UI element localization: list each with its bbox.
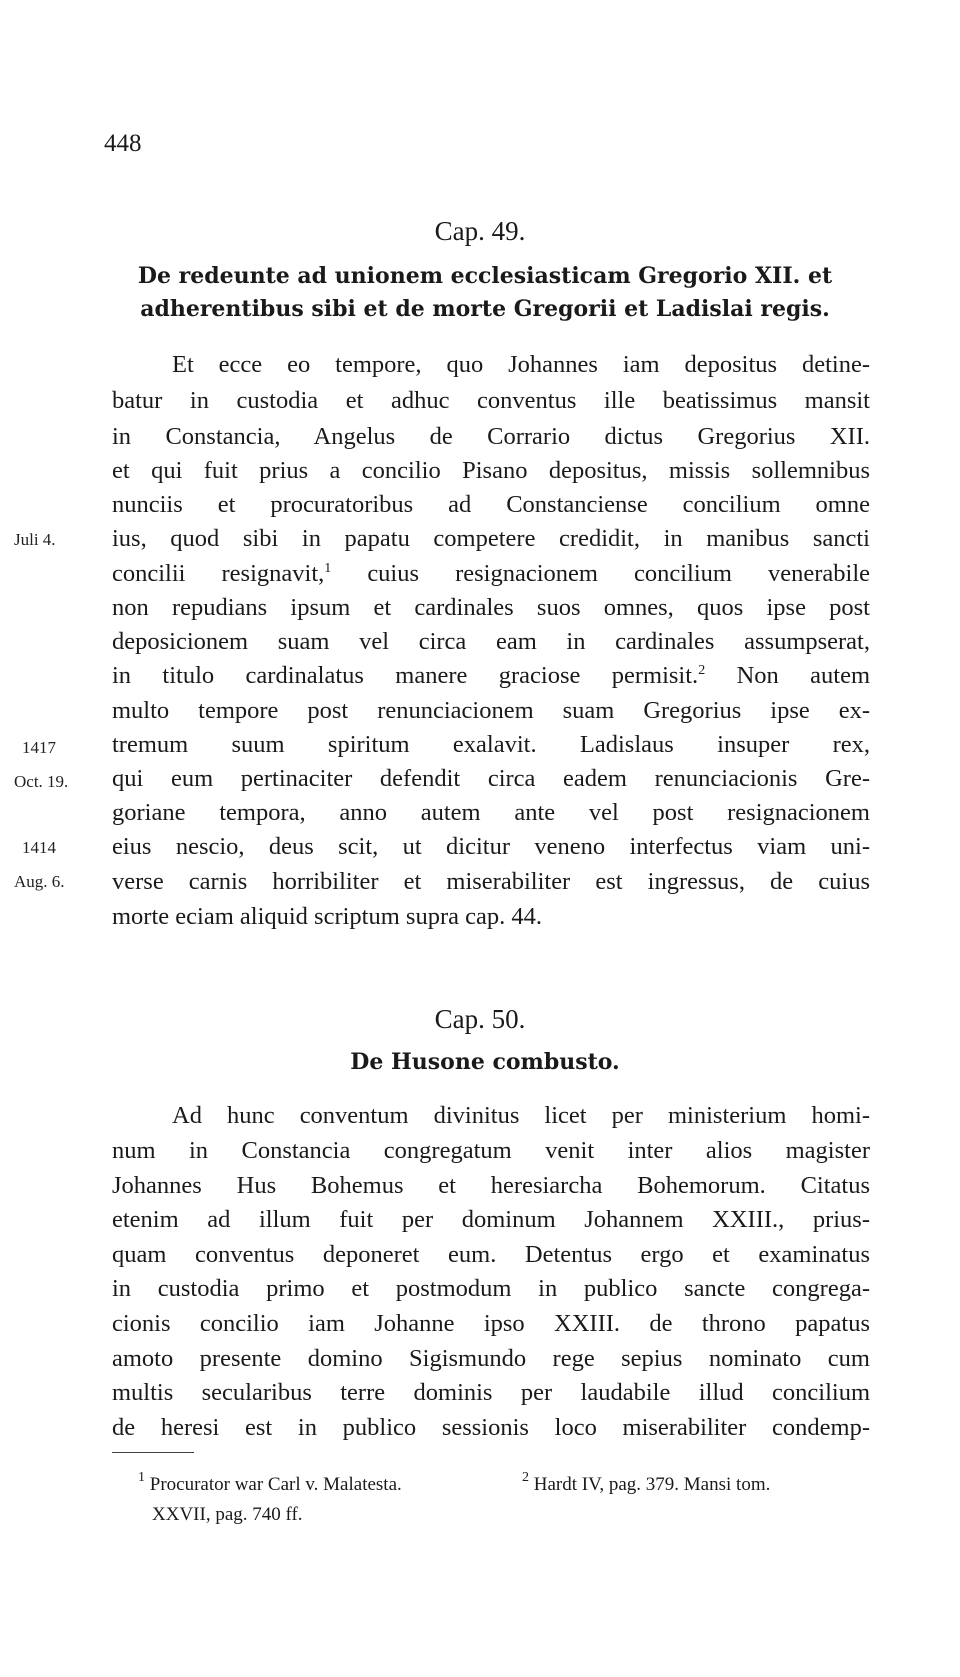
footnote-1	[138, 1470, 402, 1500]
body-line: Ad hunc conventum divinitus licet per ministerium homi-	[172, 1102, 870, 1129]
body-line	[112, 658, 870, 694]
body-line	[112, 556, 870, 592]
footnote-mark-2: 2	[698, 663, 706, 678]
body-line: morte eciam aliquid scriptum supra cap. 44.	[112, 903, 542, 930]
footnote-1-text: Procurator war Carl v. Malatesta.	[149, 1474, 402, 1495]
body-line: in Constancia, Angelus de Corrario dictus Gregorius XII.	[112, 423, 870, 450]
body-line: Johannes Hus Bohemus et heresiarcha Bohemorum. Citatus	[112, 1172, 870, 1199]
body-line: in custodia primo et postmodum in publico sancte congrega-	[112, 1275, 870, 1302]
body-text: in titulo cardinalatus manere graciose permisit.	[112, 662, 699, 689]
body-text: concilii resignavit,	[112, 560, 325, 587]
body-line: batur in custodia et adhuc conventus ille beatissimus mansit	[112, 387, 870, 414]
footnote-mark-1: 1	[324, 561, 332, 576]
margin-note-date: Juli 4.	[14, 530, 56, 549]
chapter-50-heading: Cap. 50.	[434, 1004, 526, 1034]
chapter-49-heading: Cap. 49.	[434, 216, 526, 246]
body-line: amoto presente domino Sigismundo rege sepius nominato cum	[112, 1345, 870, 1372]
body-line: multis secularibus terre dominis per laudabile illud concilium	[112, 1379, 870, 1406]
body-text: Non autem	[736, 662, 871, 689]
margin-note-year: 1414	[22, 838, 56, 857]
footnote-continuation: XXVII, pag. 740 ff.	[152, 1504, 303, 1525]
chapter-50-title: De Husone combusto.	[350, 1049, 620, 1075]
footnote-2	[522, 1470, 770, 1500]
chapter-49-title-line-2: adherentibus sibi et de morte Gregorii et Ladislai regis.	[140, 296, 830, 322]
body-line: eius nescio, deus scit, ut dicitur veneno interfectus viam uni-	[112, 833, 870, 860]
footnote-2-mark: 2	[522, 1470, 529, 1485]
body-line: multo tempore post renunciacionem suam Gregorius ipse ex-	[112, 697, 870, 724]
body-text: cuius resignacionem concilium venerabile	[367, 560, 871, 587]
footnote-2-text: Hardt IV, pag. 379. Mansi tom.	[533, 1474, 771, 1495]
body-line: etenim ad illum fuit per dominum Johannem XXIII., prius-	[112, 1206, 870, 1233]
body-line: qui eum pertinaciter defendit circa eadem renunciacionis Gre-	[112, 765, 870, 792]
body-line: tremum suum spiritum exalavit. Ladislaus insuper rex,	[112, 731, 870, 758]
body-line: nunciis et procuratoribus ad Constanciense concilium omne	[112, 491, 870, 518]
body-line: verse carnis horribiliter et miserabiliter est ingressus, de cuius	[112, 868, 870, 895]
body-line: deposicionem suam vel circa eam in cardinales assumpserat,	[112, 628, 870, 655]
body-line: cionis concilio iam Johanne ipso XXIII. de throno papatus	[112, 1310, 870, 1337]
footnote-1-mark: 1	[138, 1470, 145, 1485]
body-line: de heresi est in publico sessionis loco miserabiliter condemp-	[112, 1414, 870, 1441]
margin-note-year: 1417	[22, 738, 56, 757]
footnote-rule	[112, 1452, 194, 1453]
body-line: Et ecce eo tempore, quo Johannes iam depositus detine-	[172, 351, 870, 378]
body-line: num in Constancia congregatum venit inter alios magister	[112, 1137, 870, 1164]
body-line: non repudians ipsum et cardinales suos omnes, quos ipse post	[112, 594, 870, 621]
margin-note-date: Oct. 19.	[14, 772, 69, 791]
body-line: quam conventus deponeret eum. Detentus ergo et examinatus	[112, 1241, 870, 1268]
margin-note-date: Aug. 6.	[14, 872, 65, 891]
body-line: goriane tempora, anno autem ante vel post resignacionem	[112, 799, 870, 826]
chapter-49-title-line-1: De redeunte ad unionem ecclesiasticam Gregorio XII. et	[137, 263, 833, 289]
body-line: ius, quod sibi in papatu competere credidit, in manibus sancti	[112, 525, 870, 552]
body-line: et qui fuit prius a concilio Pisano depositus, missis sollemnibus	[112, 457, 870, 484]
page-number: 448	[104, 130, 142, 157]
